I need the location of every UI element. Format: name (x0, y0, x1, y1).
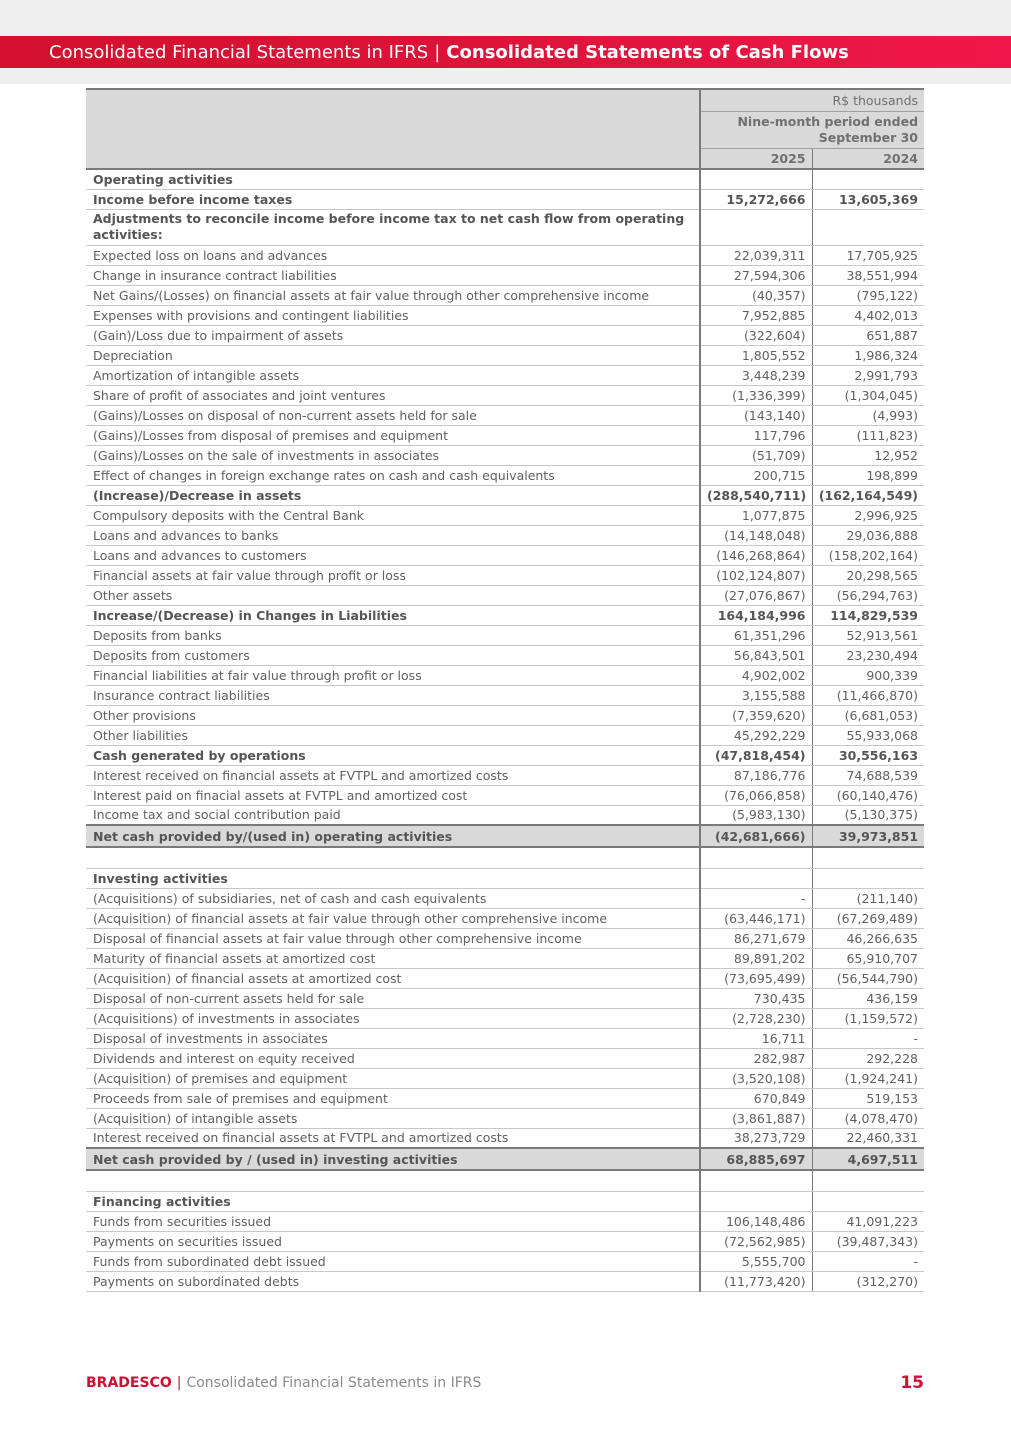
value-2024: 39,973,851 (812, 825, 924, 847)
table-row (86, 325, 924, 345)
row-label: Proceeds from sale of premises and equipment (86, 1088, 700, 1108)
value-2025: (27,076,867) (700, 585, 812, 605)
value-2025: (72,562,985) (700, 1231, 812, 1251)
value-2024: (60,140,476) (812, 785, 924, 805)
value-2024: 4,402,013 (812, 305, 924, 325)
row-label: Interest received on financial assets at FVTPL and amortized costs (86, 765, 700, 785)
year-column-2: 2024 (812, 148, 924, 169)
table-row (86, 665, 924, 685)
value-2025: 38,273,729 (700, 1128, 812, 1148)
row-label: Dividends and interest on equity received (86, 1048, 700, 1068)
row-label: Deposits from banks (86, 625, 700, 645)
value-2024: 52,913,561 (812, 625, 924, 645)
value-2024: 4,697,511 (812, 1148, 924, 1170)
row-label: Amortization of intangible assets (86, 365, 700, 385)
value-2025 (700, 847, 812, 868)
value-2024: (1,924,241) (812, 1068, 924, 1088)
value-2025: - (700, 888, 812, 908)
header-label-cell (86, 89, 700, 169)
footer-brand: BRADESCO (86, 1375, 172, 1391)
row-label: Maturity of financial assets at amortized cost (86, 948, 700, 968)
value-2024: 12,952 (812, 445, 924, 465)
table-row (86, 785, 924, 805)
value-2025: 3,448,239 (700, 365, 812, 385)
value-2024: (312,270) (812, 1271, 924, 1291)
row-label: Loans and advances to banks (86, 525, 700, 545)
table-row (86, 1128, 924, 1148)
table-row (86, 189, 924, 209)
row-label: Increase/(Decrease) in Changes in Liabilities (86, 605, 700, 625)
value-2024: (4,078,470) (812, 1108, 924, 1128)
row-label: (Gains)/Losses on disposal of non-current assets held for sale (86, 405, 700, 425)
table-row (86, 725, 924, 745)
value-2025: (1,336,399) (700, 385, 812, 405)
value-2025 (700, 209, 812, 245)
table-row (86, 525, 924, 545)
value-2024: 13,605,369 (812, 189, 924, 209)
period-label: Nine-month period ended September 30 (700, 111, 924, 148)
table-row (86, 425, 924, 445)
value-2024: 65,910,707 (812, 948, 924, 968)
table-row (86, 645, 924, 665)
value-2025: (14,148,048) (700, 525, 812, 545)
value-2025: 5,555,700 (700, 1251, 812, 1271)
row-label: Investing activities (86, 868, 700, 888)
value-2025: 68,885,697 (700, 1148, 812, 1170)
page-footer (86, 1372, 924, 1394)
value-2024 (812, 209, 924, 245)
value-2025: (2,728,230) (700, 1008, 812, 1028)
value-2024: 292,228 (812, 1048, 924, 1068)
row-label: (Gain)/Loss due to impairment of assets (86, 325, 700, 345)
value-2024: 17,705,925 (812, 245, 924, 265)
value-2024: 114,829,539 (812, 605, 924, 625)
value-2024: 900,339 (812, 665, 924, 685)
value-2024: (111,823) (812, 425, 924, 445)
value-2025: (288,540,711) (700, 485, 812, 505)
value-2025: 1,805,552 (700, 345, 812, 365)
value-2024: 2,996,925 (812, 505, 924, 525)
value-2024: - (812, 1028, 924, 1048)
value-2024: (39,487,343) (812, 1231, 924, 1251)
value-2024: (56,544,790) (812, 968, 924, 988)
table-row (86, 805, 924, 825)
value-2025 (700, 1191, 812, 1211)
row-label: Effect of changes in foreign exchange rates on cash and cash equivalents (86, 465, 700, 485)
value-2025: 89,891,202 (700, 948, 812, 968)
row-label: Compulsory deposits with the Central Bank (86, 505, 700, 525)
row-label (86, 1170, 700, 1191)
table-row (86, 605, 924, 625)
row-label: Cash generated by operations (86, 745, 700, 765)
table-row (86, 245, 924, 265)
value-2024: 22,460,331 (812, 1128, 924, 1148)
value-2025: (51,709) (700, 445, 812, 465)
value-2025: (146,268,864) (700, 545, 812, 565)
table-row (86, 485, 924, 505)
table-row (86, 505, 924, 525)
row-label: Payments on subordinated debts (86, 1271, 700, 1291)
table-row (86, 685, 924, 705)
row-label: Financing activities (86, 1191, 700, 1211)
value-2025: (7,359,620) (700, 705, 812, 725)
value-2025: 87,186,776 (700, 765, 812, 785)
table-row (86, 908, 924, 928)
header-section-title: Consolidated Statements of Cash Flows (446, 41, 849, 63)
row-label: Other provisions (86, 705, 700, 725)
value-2024: 74,688,539 (812, 765, 924, 785)
value-2025 (700, 169, 812, 189)
page-header (0, 36, 1011, 68)
footer-title: Consolidated Financial Statements in IFRS (186, 1375, 482, 1391)
row-label: Financial liabilities at fair value through profit or loss (86, 665, 700, 685)
value-2024: 23,230,494 (812, 645, 924, 665)
table-row (86, 405, 924, 425)
value-2024: 46,266,635 (812, 928, 924, 948)
table-row (86, 445, 924, 465)
row-label: Funds from subordinated debt issued (86, 1251, 700, 1271)
value-2025: (5,983,130) (700, 805, 812, 825)
row-label: Adjustments to reconcile income before income tax to net cash flow from operating activities: (86, 209, 700, 245)
value-2025: 15,272,666 (700, 189, 812, 209)
value-2025: (11,773,420) (700, 1271, 812, 1291)
value-2025: 117,796 (700, 425, 812, 445)
row-label: Net cash provided by / (used in) investing activities (86, 1148, 700, 1170)
value-2025: (63,446,171) (700, 908, 812, 928)
total-row (86, 825, 924, 847)
value-2025: (143,140) (700, 405, 812, 425)
spacer-row (86, 1170, 924, 1191)
row-label: (Acquisition) of intangible assets (86, 1108, 700, 1128)
table-row (86, 625, 924, 645)
value-2024: 2,991,793 (812, 365, 924, 385)
row-label: Interest received on financial assets at FVTPL and amortized costs (86, 1128, 700, 1148)
value-2024: (795,122) (812, 285, 924, 305)
table-row (86, 1108, 924, 1128)
total-row (86, 1148, 924, 1170)
row-label: Deposits from customers (86, 645, 700, 665)
row-label: Payments on securities issued (86, 1231, 700, 1251)
value-2024 (812, 169, 924, 189)
row-label: Change in insurance contract liabilities (86, 265, 700, 285)
table-row (86, 1088, 924, 1108)
row-label: Funds from securities issued (86, 1211, 700, 1231)
value-2025: 7,952,885 (700, 305, 812, 325)
table-row (86, 968, 924, 988)
row-label: Share of profit of associates and joint ventures (86, 385, 700, 405)
table-row (86, 868, 924, 888)
row-label: Income tax and social contribution paid (86, 805, 700, 825)
value-2025: (322,604) (700, 325, 812, 345)
table-row (86, 385, 924, 405)
table-row (86, 765, 924, 785)
units-label: R$ thousands (700, 89, 924, 111)
value-2025: 106,148,486 (700, 1211, 812, 1231)
row-label: Disposal of non-current assets held for sale (86, 988, 700, 1008)
value-2025: 164,184,996 (700, 605, 812, 625)
value-2024 (812, 847, 924, 868)
row-label: Net cash provided by/(used in) operating activities (86, 825, 700, 847)
table-row (86, 209, 924, 245)
value-2024: 519,153 (812, 1088, 924, 1108)
header-separator: | (434, 41, 441, 63)
row-label: (Acquisition) of financial assets at fair value through other comprehensive income (86, 908, 700, 928)
value-2025: 61,351,296 (700, 625, 812, 645)
value-2025: (73,695,499) (700, 968, 812, 988)
table-row (86, 928, 924, 948)
value-2025: 4,902,002 (700, 665, 812, 685)
row-label (86, 847, 700, 868)
table-row (86, 585, 924, 605)
table-row (86, 1271, 924, 1291)
row-label: Expenses with provisions and contingent liabilities (86, 305, 700, 325)
value-2024: 38,551,994 (812, 265, 924, 285)
table-row (86, 345, 924, 365)
value-2025: (3,520,108) (700, 1068, 812, 1088)
value-2024 (812, 1170, 924, 1191)
value-2025: (3,861,887) (700, 1108, 812, 1128)
table-row (86, 265, 924, 285)
value-2025: (42,681,666) (700, 825, 812, 847)
table-row (86, 705, 924, 725)
table-row (86, 465, 924, 485)
table-row (86, 365, 924, 385)
table-row (86, 1211, 924, 1231)
table-row (86, 305, 924, 325)
row-label: Income before income taxes (86, 189, 700, 209)
value-2024: (1,159,572) (812, 1008, 924, 1028)
page-number: 15 (900, 1373, 924, 1393)
value-2024: (11,466,870) (812, 685, 924, 705)
table-row (86, 1251, 924, 1271)
table-row (86, 285, 924, 305)
value-2025: 200,715 (700, 465, 812, 485)
value-2025: 86,271,679 (700, 928, 812, 948)
row-label: (Gains)/Losses on the sale of investments in associates (86, 445, 700, 465)
value-2025: (40,357) (700, 285, 812, 305)
value-2024 (812, 868, 924, 888)
table-row (86, 1048, 924, 1068)
row-label: (Acquisition) of premises and equipment (86, 1068, 700, 1088)
value-2025: 3,155,588 (700, 685, 812, 705)
value-2024: (162,164,549) (812, 485, 924, 505)
value-2024: 30,556,163 (812, 745, 924, 765)
row-label: Financial assets at fair value through profit or loss (86, 565, 700, 585)
table-row (86, 1028, 924, 1048)
value-2025 (700, 1170, 812, 1191)
footer-separator: | (176, 1375, 182, 1391)
value-2024: (158,202,164) (812, 545, 924, 565)
value-2024: (6,681,053) (812, 705, 924, 725)
table-header (86, 89, 924, 169)
row-label: Operating activities (86, 169, 700, 189)
table-row (86, 988, 924, 1008)
value-2024: 41,091,223 (812, 1211, 924, 1231)
value-2025: (76,066,858) (700, 785, 812, 805)
value-2024: 20,298,565 (812, 565, 924, 585)
value-2024: (4,993) (812, 405, 924, 425)
value-2024 (812, 1191, 924, 1211)
value-2024: 198,899 (812, 465, 924, 485)
row-label: Disposal of financial assets at fair value through other comprehensive income (86, 928, 700, 948)
table-row (86, 745, 924, 765)
table-body (86, 169, 924, 1291)
value-2024: (56,294,763) (812, 585, 924, 605)
row-label: Loans and advances to customers (86, 545, 700, 565)
table-row (86, 545, 924, 565)
value-2025: 730,435 (700, 988, 812, 1008)
table-row (86, 169, 924, 189)
value-2024: 1,986,324 (812, 345, 924, 365)
value-2024: (211,140) (812, 888, 924, 908)
row-label: Depreciation (86, 345, 700, 365)
cash-flow-table (86, 88, 924, 1292)
value-2025: 16,711 (700, 1028, 812, 1048)
value-2024: (67,269,489) (812, 908, 924, 928)
row-label: (Increase)/Decrease in assets (86, 485, 700, 505)
year-column-1: 2025 (700, 148, 812, 169)
table-row (86, 1191, 924, 1211)
row-label: (Acquisition) of financial assets at amortized cost (86, 968, 700, 988)
value-2025: (47,818,454) (700, 745, 812, 765)
value-2024: - (812, 1251, 924, 1271)
row-label: Net Gains/(Losses) on financial assets at fair value through other comprehensive income (86, 285, 700, 305)
value-2025: 56,843,501 (700, 645, 812, 665)
header-document-title: Consolidated Financial Statements in IFRS (49, 41, 429, 63)
spacer-row (86, 847, 924, 868)
row-label: Other liabilities (86, 725, 700, 745)
row-label: Insurance contract liabilities (86, 685, 700, 705)
value-2025 (700, 868, 812, 888)
row-label: (Acquisitions) of subsidiaries, net of cash and cash equivalents (86, 888, 700, 908)
value-2025: 1,077,875 (700, 505, 812, 525)
row-label: Expected loss on loans and advances (86, 245, 700, 265)
value-2025: 22,039,311 (700, 245, 812, 265)
value-2025: 670,849 (700, 1088, 812, 1108)
table-row (86, 888, 924, 908)
row-label: Other assets (86, 585, 700, 605)
table-row (86, 948, 924, 968)
value-2024: 436,159 (812, 988, 924, 1008)
value-2025: (102,124,807) (700, 565, 812, 585)
value-2025: 45,292,229 (700, 725, 812, 745)
value-2024: (1,304,045) (812, 385, 924, 405)
value-2025: 27,594,306 (700, 265, 812, 285)
value-2024: 29,036,888 (812, 525, 924, 545)
row-label: Disposal of investments in associates (86, 1028, 700, 1048)
table-row (86, 1008, 924, 1028)
table-row (86, 565, 924, 585)
row-label: (Gains)/Losses from disposal of premises and equipment (86, 425, 700, 445)
value-2024: 651,887 (812, 325, 924, 345)
row-label: (Acquisitions) of investments in associates (86, 1008, 700, 1028)
table-row (86, 1068, 924, 1088)
value-2024: (5,130,375) (812, 805, 924, 825)
row-label: Interest paid on finacial assets at FVTPL and amortized cost (86, 785, 700, 805)
value-2024: 55,933,068 (812, 725, 924, 745)
value-2025: 282,987 (700, 1048, 812, 1068)
table-row (86, 1231, 924, 1251)
